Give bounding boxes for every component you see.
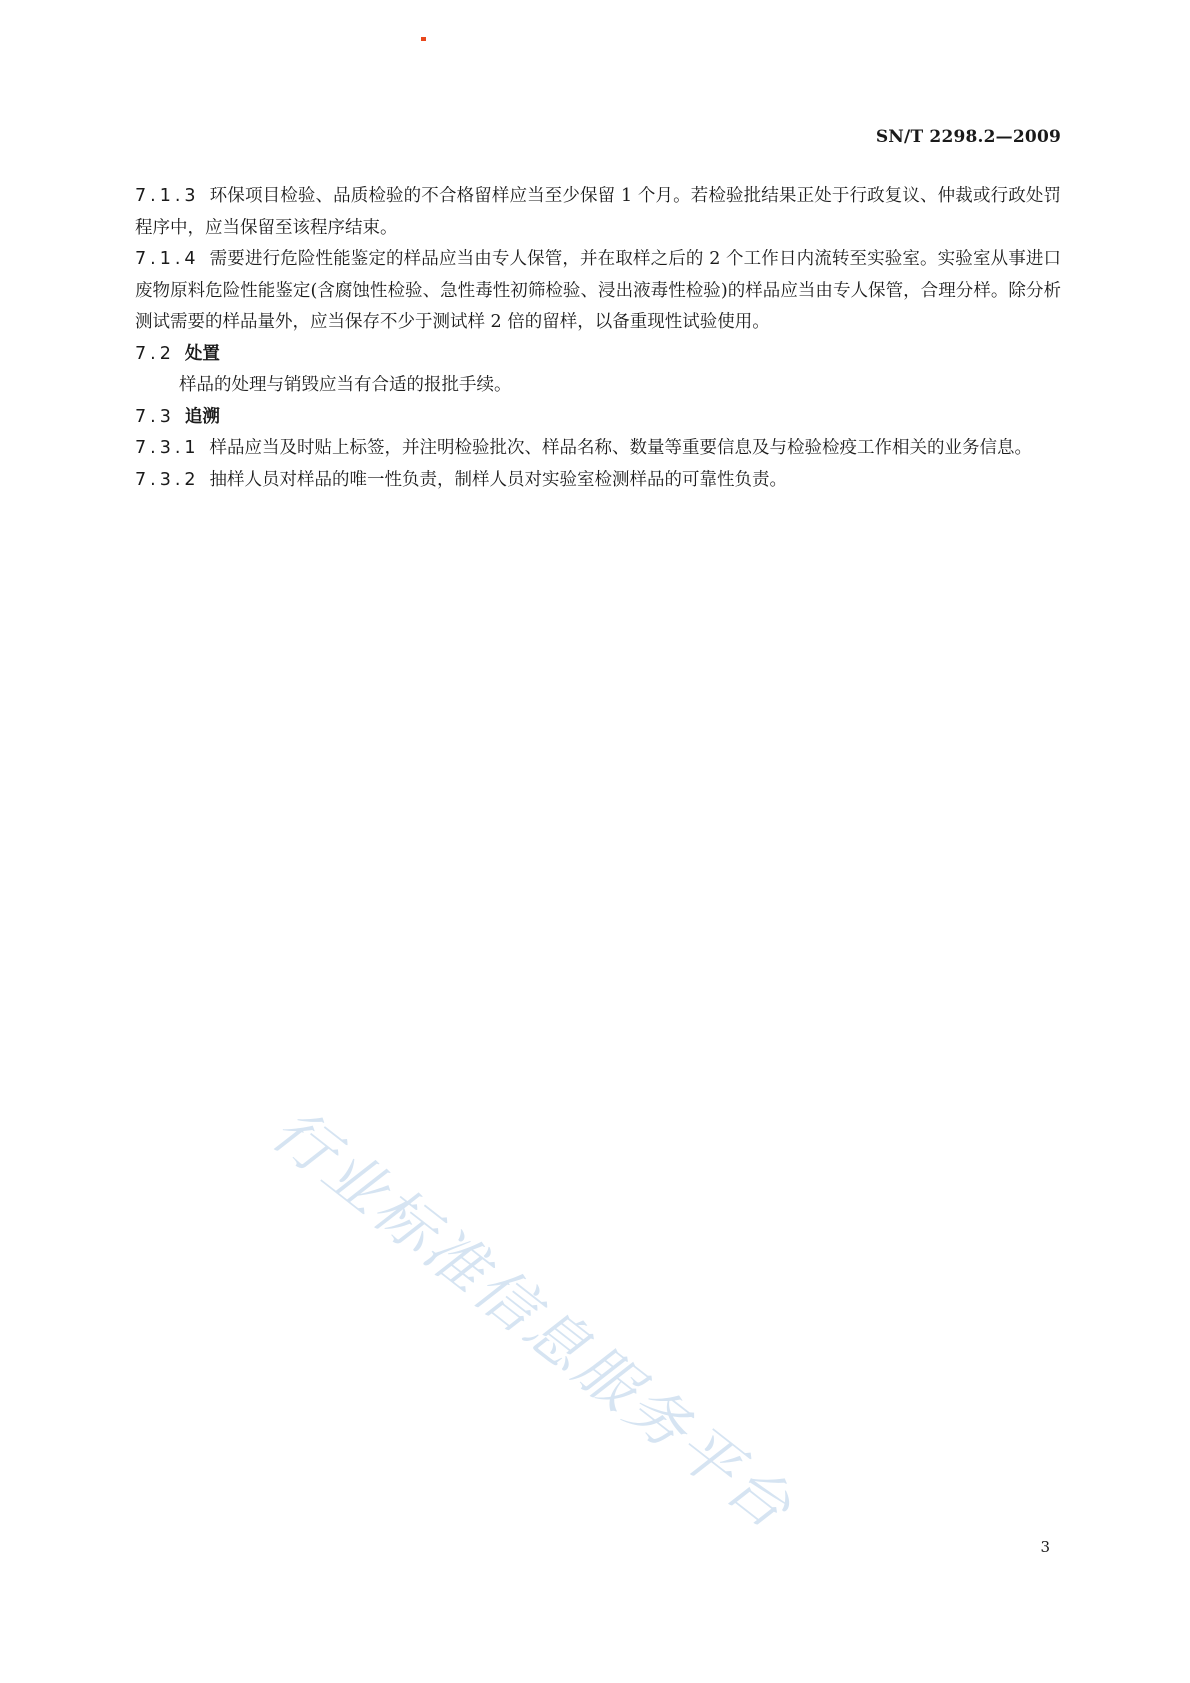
clause-7-3-1 [135, 433, 1061, 465]
document-body [135, 181, 1061, 496]
section-title: 追溯 [184, 406, 220, 427]
page-number: 3 [1040, 1538, 1050, 1556]
clause-7-1-4 [135, 244, 1061, 339]
clause-7-3-2 [135, 465, 1061, 497]
clause-text: 样品应当及时贴上标签，并注明检验批次、样品名称、数量等重要信息及与检验检疫工作相关的业务信息。 [209, 438, 1033, 458]
clause-text: 需要进行危险性能鉴定的样品应当由专人保管，并在取样之后的 2 个工作日内流转至实验室。实验室从事进口废物原料危险性能鉴定(含腐蚀性检验、急性毒性初筛检验、浸出液毒性检验)的样品应当由专人保管，合理分样。除分析测试需要的样品量外，应当保存不少于测试样 2 倍的留样，以备重现性试验使用。 [135, 249, 1061, 332]
watermark: 行业标准信息服务平台 [258, 1095, 807, 1545]
red-mark [421, 37, 426, 41]
clause-number: 7.3.2 [135, 469, 200, 490]
section-heading-7-3 [135, 402, 1061, 434]
clause-7-1-3 [135, 181, 1061, 244]
section-7-2-body: 样品的处理与销毁应当有合适的报批手续。 [179, 375, 512, 395]
clause-text: 抽样人员对样品的唯一性负责，制样人员对实验室检测样品的可靠性负责。 [209, 469, 788, 490]
section-number: 7.3 [135, 406, 175, 427]
section-heading-7-2 [135, 339, 1061, 371]
clause-number: 7.1.3 [135, 186, 200, 206]
section-title: 处置 [184, 343, 220, 364]
clause-number: 7.1.4 [135, 249, 200, 269]
section-number: 7.2 [135, 343, 175, 364]
clause-number: 7.3.1 [135, 438, 200, 458]
standard-code: SN/T 2298.2—2009 [875, 127, 1061, 147]
clause-text: 环保项目检验、品质检验的不合格留样应当至少保留 1 个月。若检验批结果正处于行政复议、仲裁或行政处罚程序中，应当保留至该程序结束。 [135, 186, 1061, 238]
